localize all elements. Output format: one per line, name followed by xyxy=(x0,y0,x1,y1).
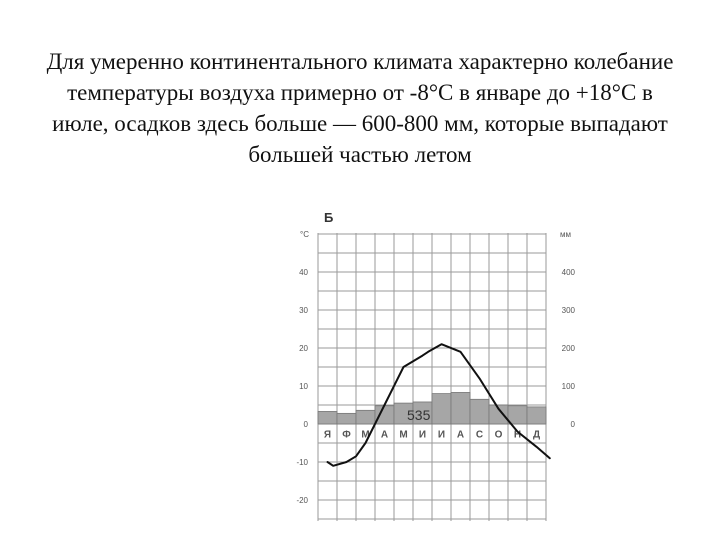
precipitation-tick: 300 xyxy=(561,306,575,315)
right-axis-unit: мм xyxy=(560,230,571,239)
precipitation-tick: 0 xyxy=(570,420,575,429)
month-label: С xyxy=(475,429,484,441)
temperature-tick: -10 xyxy=(296,458,308,467)
month-label: Я xyxy=(323,429,332,441)
month-label: О xyxy=(494,429,503,441)
temperature-tick: 0 xyxy=(303,420,308,429)
precipitation-bar xyxy=(318,411,337,424)
precipitation-bar xyxy=(527,407,546,424)
precipitation-bar xyxy=(356,410,375,424)
month-label: И xyxy=(418,429,427,441)
precipitation-bar xyxy=(470,399,489,424)
temperature-tick: 20 xyxy=(299,344,308,353)
slide-text: Для умеренно континентального климата характерно колебание температуры воздуха примерно от -8°С в январе до +18°С в июле, осадков здесь больше — 600-800 мм, которые выпадают большей частью летом xyxy=(46,49,674,167)
temperature-tick: 10 xyxy=(299,382,308,391)
left-axis-unit: °C xyxy=(300,230,309,239)
precipitation-bar xyxy=(508,406,527,424)
month-label: А xyxy=(456,429,465,441)
month-label: Д xyxy=(532,429,541,441)
month-label: М xyxy=(399,429,408,441)
chart-title: Б xyxy=(324,210,334,225)
month-label: Н xyxy=(513,429,522,441)
precipitation-bar xyxy=(337,413,356,424)
temperature-tick-labels xyxy=(296,268,308,505)
month-label: М xyxy=(361,429,370,441)
temperature-tick: 30 xyxy=(299,306,308,315)
temperature-tick: 40 xyxy=(299,268,308,277)
precipitation-tick: 200 xyxy=(561,344,575,353)
month-label: Ф xyxy=(342,429,351,441)
precipitation-bar xyxy=(451,392,470,424)
month-label: И xyxy=(437,429,446,441)
temperature-tick: -20 xyxy=(296,496,308,505)
precipitation-bar xyxy=(375,406,394,424)
month-label: А xyxy=(380,429,389,441)
precipitation-tick-labels xyxy=(562,268,576,429)
precipitation-tick: 400 xyxy=(561,268,575,277)
annual-precipitation-label: 535 xyxy=(407,407,431,423)
precipitation-bar xyxy=(432,394,451,424)
precipitation-tick: 100 xyxy=(561,382,575,391)
